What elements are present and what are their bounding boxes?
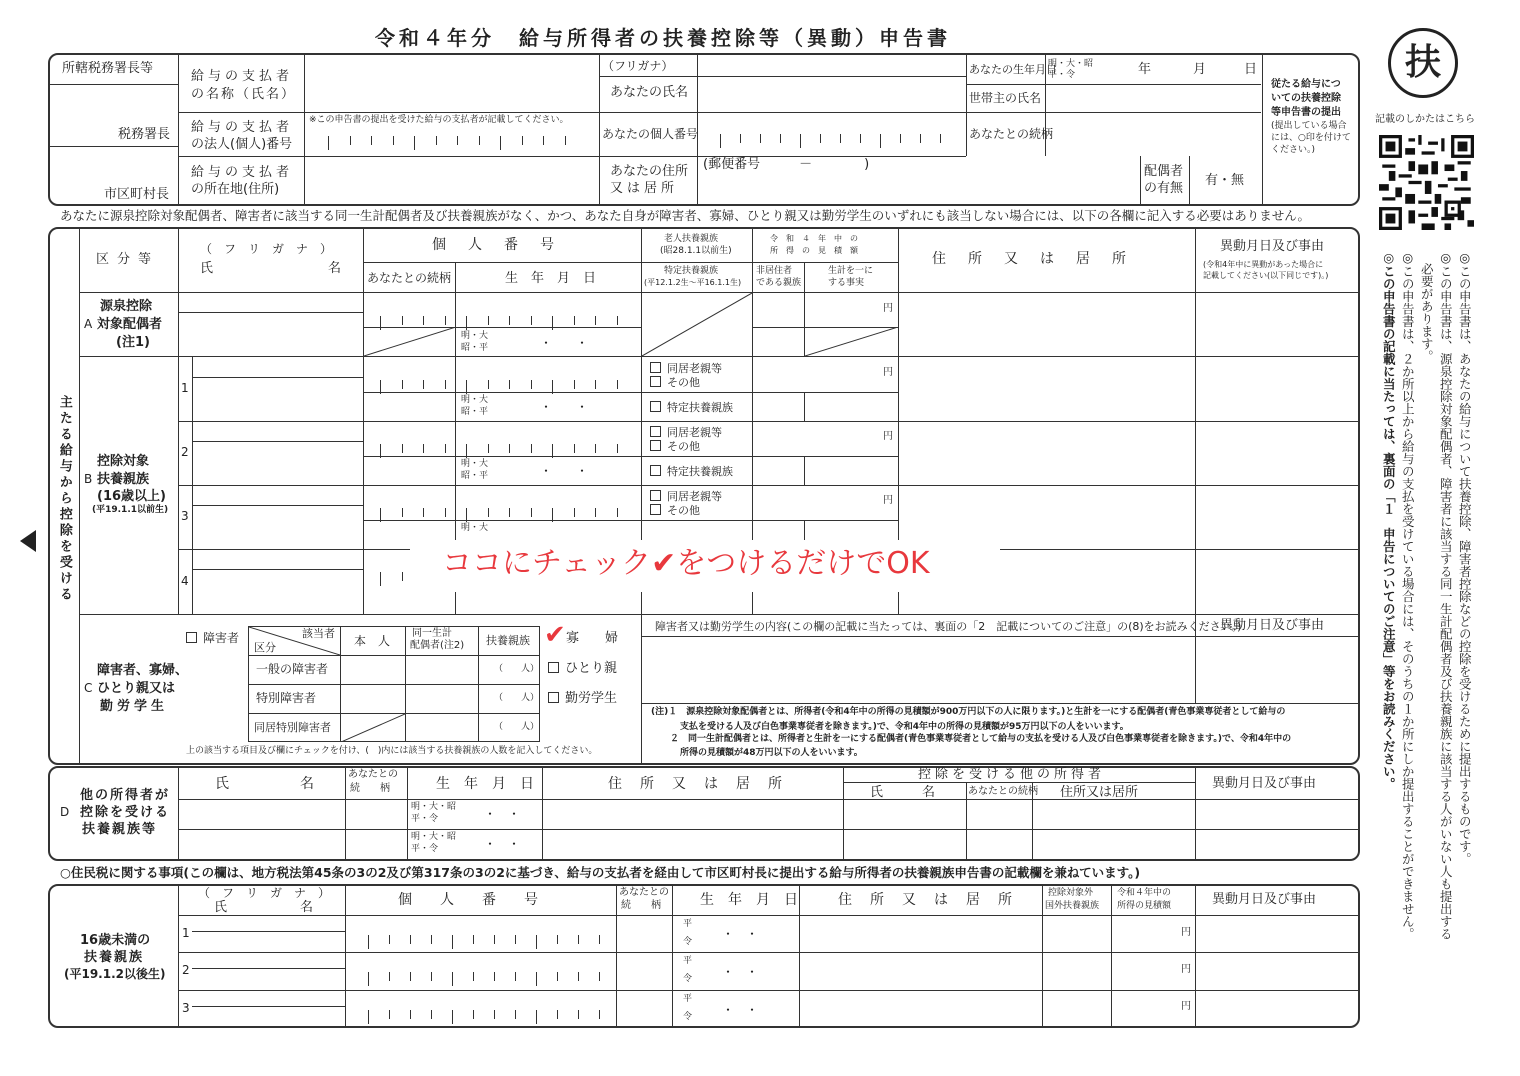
row-b2-doukyo[interactable]: 同居老親等	[650, 426, 722, 438]
birth-year-label: 年	[1138, 62, 1152, 77]
payer-name-label-1: 給与の支払者	[191, 69, 294, 84]
digit-tick	[402, 508, 403, 517]
digit-tick	[543, 136, 544, 145]
d-col-other-payer: 控除を受ける他の所得者	[918, 767, 1106, 782]
zeimusho-label: 税務署長	[118, 127, 171, 142]
row-b3-yen: 円	[883, 495, 893, 506]
jz-col-shotoku-1: 令和４年中の	[1117, 888, 1172, 898]
row-a-era-1: 明・大	[461, 331, 489, 341]
digit-tick	[445, 316, 446, 325]
kafu-label: 寡 婦	[566, 631, 619, 646]
d-col-o-shimei: 氏 名	[870, 785, 936, 800]
payer-number-label-2: の法人(個人)番号	[191, 137, 293, 152]
digit-tick	[574, 508, 575, 517]
fu-badge	[1388, 28, 1458, 98]
d-col-shi: 氏	[215, 776, 229, 792]
row-d-label-3: 扶養親族等	[82, 822, 158, 837]
section-c-footnote: 上の該当する項目及び欄にチェックを付け、( )内には該当する扶養親族の人数を記入してください。	[186, 746, 598, 756]
row-b3-doukyo[interactable]: 同居老親等	[650, 490, 722, 502]
digit-tick	[522, 136, 523, 145]
digit-tick	[509, 444, 510, 453]
digit-tick	[371, 136, 372, 145]
digit-tick	[595, 444, 596, 453]
jz-row3-era-1: 平	[683, 994, 693, 1004]
digit-tick	[380, 572, 381, 586]
jz-col-zokugara-2: 続 柄	[621, 900, 661, 911]
side-submission-1: 従たる給与につ	[1271, 79, 1341, 90]
shogai-fuyou: 扶養親族	[486, 634, 530, 647]
hitorioya-checkbox[interactable]: ひとり親	[548, 662, 617, 675]
row-b1-doukyo[interactable]: 同居老親等	[650, 362, 722, 374]
qr-code-icon[interactable]	[1379, 135, 1474, 230]
relation-field[interactable]	[1047, 114, 1260, 155]
row-b-number-4: 4	[181, 574, 189, 588]
note-1a: (注)１ 源泉控除対象配偶者とは、所得者(令和4年中の所得の見積額が900万円以下の人に限ります。)と生計を一にする配偶者(青色事業専従者として給与の	[651, 707, 1286, 717]
row-b-label-4: (平19.1.1以前生)	[92, 505, 169, 515]
col-idou: 異動月日及び事由	[1220, 239, 1325, 254]
row-a-name-field[interactable]	[180, 314, 362, 355]
d-row2-era-2: 平・令	[411, 844, 439, 854]
digit-tick	[350, 136, 351, 145]
row-b-number-1: 1	[181, 381, 189, 395]
shogai-douitsu-1: 同一生計	[412, 628, 452, 639]
note-2a: ２ 同一生計配偶者とは、所得者と生計を一にする配偶者(青色事業専従者として給与の支払を受ける人及び白色事業専従者を除きます。)で、令和4年中の	[670, 734, 1292, 744]
row-c-label-3: 勤労学生	[100, 699, 169, 714]
digit-tick	[488, 508, 489, 517]
digit-tick	[414, 136, 415, 150]
right-note-4: ◎この申告書の記載に当たっては、裏面の「１ 申告についてのご注意」等をお読みください。	[1381, 250, 1397, 790]
digit-tick	[565, 136, 566, 145]
jz-row1-dots: ・ ・	[722, 927, 759, 941]
d-col-zokugara-2: 続 柄	[350, 783, 390, 794]
digit-tick	[760, 134, 761, 143]
juminzei-label-1: 16歳未満の	[80, 933, 151, 948]
jz-row2-yen: 円	[1181, 964, 1191, 975]
birth-era-2: 平・令	[1048, 70, 1076, 80]
birth-month-label: 月	[1193, 62, 1207, 77]
digit-tick	[436, 136, 437, 145]
annotation-text: ココにチェック✔をつけるだけでOK	[442, 546, 930, 581]
right-note-1: ◎この申告書は、あなたの給与について扶養控除、障害者控除などの控除を受けるために提出するものです。	[1457, 250, 1473, 865]
digit-tick	[617, 380, 618, 389]
digit-tick	[445, 380, 446, 389]
digit-tick	[380, 380, 381, 394]
row-c-label-1: 障害者、寡婦、	[97, 663, 189, 678]
payer-address-field[interactable]	[306, 158, 598, 204]
right-note-2b: 必要があります。	[1419, 250, 1435, 363]
row-a-seikei-diagonal	[805, 327, 898, 356]
d-row1-era-1: 明・大・昭	[411, 802, 457, 812]
digit-tick	[328, 136, 329, 150]
col-kubun: 区分等	[96, 252, 160, 267]
digit-tick	[402, 316, 403, 325]
side-submission-4: (提出している場合	[1271, 121, 1347, 131]
jz-row1-era-2: 令	[683, 937, 693, 947]
digit-tick	[531, 444, 532, 453]
householder-field[interactable]	[1047, 86, 1260, 111]
col-idou-note-2: 記載してください(以下同じです)。)	[1203, 271, 1329, 280]
row-a-label-2: 対象配偶者	[97, 317, 163, 332]
digit-tick	[423, 444, 424, 453]
shogai-douitsu-2: 配偶者(注2)	[410, 640, 465, 651]
your-address-label-2: 又は居所	[610, 181, 679, 196]
tax-office-label: 所轄税務署長等	[62, 61, 154, 76]
fu-badge-text: 扶	[1404, 42, 1441, 83]
digit-tick	[457, 136, 458, 145]
shogai-tokubetsu-nin[interactable]: （ 人）	[494, 693, 540, 703]
col-tokutei-1: 特定扶養親族	[664, 266, 719, 276]
your-address-label-1: あなたの住所	[610, 164, 689, 179]
jz-row2-dots: ・ ・	[722, 965, 759, 979]
d-col-mei: 名	[300, 776, 314, 792]
digit-tick	[860, 134, 861, 143]
digit-tick	[740, 134, 741, 143]
d-col-zokugara-1: あなたとの	[348, 769, 398, 780]
main-vertical-label: 主たる給与から控除を受ける	[56, 395, 72, 603]
digit-tick	[920, 134, 921, 143]
row-b2-era-2: 昭・平	[461, 471, 489, 481]
jz-col-idou: 異動月日及び事由	[1212, 892, 1317, 907]
row-b-label-2: 扶養親族	[97, 472, 150, 487]
payer-name-field[interactable]	[306, 56, 598, 111]
digit-tick	[617, 444, 618, 453]
side-submission-6: ください。)	[1271, 145, 1316, 155]
row-b2-yen: 円	[883, 431, 893, 442]
digit-tick	[445, 444, 446, 453]
digit-tick	[479, 136, 480, 145]
row-a-dots: ・ ・	[540, 336, 589, 350]
shogai-gaito: 該当者	[302, 627, 335, 640]
row-b1-sonota[interactable]: その他	[650, 376, 700, 388]
row-b2-sonota[interactable]: その他	[650, 440, 700, 452]
col-shotoku-2: 所 得 の 見 積 額	[770, 246, 858, 255]
digit-tick	[780, 134, 781, 143]
row-d-label-2: 控除を受ける	[80, 805, 171, 820]
digit-tick	[402, 380, 403, 389]
digit-tick	[423, 380, 424, 389]
jz-col-furigana: （ フ リ ガ ナ ）	[198, 886, 331, 900]
row-d-label-1: 他の所得者が	[80, 788, 171, 803]
digit-tick	[552, 380, 553, 394]
col-kojin-bango: 個 人 番 号	[432, 237, 558, 253]
col-zokugara: あなたとの続柄	[367, 271, 452, 285]
d-col-o-jusho: 住所又は居所	[1060, 785, 1139, 800]
digit-tick	[552, 444, 553, 458]
side-submission-2: いての扶養控除	[1271, 93, 1341, 104]
row-a-yen: 円	[883, 303, 893, 314]
digit-tick	[466, 316, 467, 330]
row-c-letter: C	[84, 681, 93, 695]
digit-tick	[574, 380, 575, 389]
row-a-label-1: 源泉控除	[100, 299, 153, 314]
row-b1-dots: ・ ・	[540, 400, 589, 414]
digit-tick	[509, 316, 510, 325]
digit-tick	[466, 380, 467, 394]
jz-row-2: 2	[182, 963, 190, 977]
shogai-ippan-nin[interactable]: （ 人）	[494, 664, 540, 674]
side-submission-3: 等申告書の提出	[1271, 107, 1341, 118]
shogai-doukyo-tokubetsu: 同居特別障害者	[254, 721, 331, 734]
jz-col-kokugai-1: 控除対象外	[1048, 888, 1094, 898]
your-name-label: あなたの氏名	[610, 85, 689, 100]
row-b1-yen: 円	[883, 367, 893, 378]
col-jusho: 住 所 又 は 居 所	[932, 251, 1130, 267]
digit-tick	[531, 316, 532, 325]
jz-row3-dots: ・ ・	[722, 1003, 759, 1017]
d-col-idou: 異動月日及び事由	[1212, 776, 1317, 791]
your-address-field[interactable]	[699, 172, 1139, 204]
digit-tick	[617, 316, 618, 325]
col-hikyoju-2: である親族	[756, 278, 802, 288]
juminzei-label-2: 扶養親族	[84, 950, 145, 965]
juminzei-label-3: (平19.1.2以後生)	[64, 967, 166, 981]
jz-row-1: 1	[182, 926, 190, 940]
payer-name-label-2: の名称（氏名）	[191, 87, 297, 102]
shikuchoson-label: 市区町村長	[104, 187, 170, 202]
relation-label: あなたとの続柄	[969, 127, 1054, 141]
d-row1-era-2: 平・令	[411, 814, 439, 824]
payer-address-label-2: の所在地(住所)	[191, 182, 280, 197]
col-tokutei-2: (平12.1.2生～平16.1.1生)	[644, 278, 742, 287]
digit-tick	[595, 316, 596, 325]
kinro-checkbox[interactable]: 勤労学生	[548, 692, 617, 705]
digit-tick	[488, 380, 489, 389]
right-note-2: ◎この申告書は、源泉控除対象配偶者、障害者に該当する同一生計配偶者及び扶養親族に該当する人がいない人も提出する	[1438, 250, 1454, 940]
d-col-o-zokugara: あなたとの続柄	[968, 786, 1038, 797]
jz-col-mei: 名	[300, 900, 314, 915]
jz-row1-yen: 円	[1181, 927, 1191, 938]
col-hikyoju-1: 非居住者	[756, 266, 793, 276]
jz-col-kokugai-2: 国外扶養親族	[1045, 901, 1100, 911]
col-mei: 名	[328, 261, 342, 276]
jz-col-jusho: 住 所 又 は 居 所	[838, 892, 1014, 908]
shogaisha-checkbox[interactable]: 障害者	[186, 632, 239, 644]
row-b1-era-2: 昭・平	[461, 407, 489, 417]
digit-tick	[940, 134, 941, 143]
postal-code-label: (郵便番号 － )	[703, 157, 870, 172]
birth-day-label: 日	[1244, 62, 1258, 77]
birth-era-1: 明・大・昭	[1048, 59, 1094, 69]
digit-tick	[531, 380, 532, 389]
shogai-douitsu-diagonal	[341, 714, 405, 742]
digit-tick	[574, 444, 575, 453]
digit-tick	[466, 508, 467, 522]
spouse-yes-no[interactable]: 有・無	[1205, 173, 1245, 188]
col-rojin-2: (昭28.1.1以前生)	[660, 246, 732, 256]
digit-tick	[466, 444, 467, 458]
digit-tick	[500, 136, 501, 150]
digit-tick	[509, 380, 510, 389]
payer-address-label-1: 給与の支払者	[191, 165, 294, 180]
spouse-label-1: 配偶者	[1144, 164, 1184, 179]
jz-row3-era-2: 令	[683, 1012, 693, 1022]
your-name-field[interactable]	[699, 78, 965, 111]
digit-tick	[380, 508, 381, 522]
digit-tick	[423, 508, 424, 517]
row-b-letter: B	[84, 472, 93, 486]
juminzei-header: ○住民税に関する事項(この欄は、地方税法第45条の3の2及び第317条の3の2に基づき、給与の支払者を経由して市区町村長に提出する給与所得者の扶養親族申告書の記載欄を兼ねています。)	[60, 865, 1141, 880]
note-1b: 支払を受ける人及び白色事業専従者を除きます。)で、令和4年中の所得の見積額が95万円以下の人をいいます。	[680, 722, 1129, 732]
d-col-seinen: 生 年 月 日	[436, 776, 534, 792]
col-rojin-1: 老人扶養親族	[664, 234, 719, 244]
shogai-doukyo-nin[interactable]: （ 人）	[494, 722, 540, 732]
jz-col-zokugara-1: あなたとの	[619, 887, 669, 898]
digit-tick	[900, 134, 901, 143]
digit-tick	[595, 380, 596, 389]
shogai-ippan: 一般の障害者	[256, 662, 329, 676]
digit-tick	[380, 444, 381, 458]
col-shotoku-1: 令 和 ４ 年 中 の	[770, 234, 858, 243]
col-seikei-1: 生計を一に	[828, 266, 874, 276]
row-b-number-2: 2	[181, 445, 189, 459]
digit-tick	[552, 508, 553, 522]
furigana-label: （フリガナ）	[602, 59, 674, 73]
digit-tick	[595, 508, 596, 517]
naiyou-label: 障害者又は勤労学生の内容(この欄の記載に当たっては、裏面の「2 記載についてのご注意」の(8)をお読みください。)	[655, 620, 1242, 633]
row-a-letter: A	[84, 317, 93, 331]
digit-tick	[488, 316, 489, 325]
jz-row2-era-1: 平	[683, 956, 693, 966]
digit-tick	[488, 444, 489, 453]
row-a-diagonal	[364, 327, 456, 356]
row-b2-tokutei[interactable]: 特定扶養親族	[650, 465, 733, 477]
row-b2-era-1: 明・大	[461, 459, 489, 469]
digit-tick	[509, 508, 510, 517]
shogai-tokubetsu: 特別障害者	[256, 691, 317, 705]
digit-tick	[617, 508, 618, 517]
digit-tick	[445, 508, 446, 517]
shogai-kubun: 区分	[254, 641, 276, 654]
jz-row2-era-2: 令	[683, 974, 693, 984]
row-b1-tokutei[interactable]: 特定扶養親族	[650, 401, 733, 413]
digit-tick	[880, 134, 881, 148]
jz-col-kojin: 個 人 番 号	[398, 892, 538, 908]
row-b2-dots: ・ ・	[540, 464, 589, 478]
row-a-address-field[interactable]	[900, 294, 1194, 355]
birthdate-label: あなたの生年月日	[969, 63, 1057, 76]
digit-tick	[840, 134, 841, 143]
col-shi: 氏	[200, 261, 214, 276]
col-seikei-2: する事実	[828, 278, 865, 288]
right-note-3: ◎この申告書は、２か所以上から給与の支払を受けている場合には、そのうちの１か所にしか提出することができません。	[1400, 250, 1416, 940]
row-c-label-2: ひとり親又は	[97, 681, 176, 696]
digit-tick	[820, 134, 821, 143]
jz-col-seinen: 生 年 月 日	[700, 892, 798, 908]
digit-tick	[800, 134, 801, 148]
col-idou-note-1: (令和4年中に異動があった場合に	[1203, 260, 1324, 269]
row-b3-sonota[interactable]: その他	[650, 504, 700, 516]
row-a-label-3: (注1)	[116, 335, 150, 350]
naiyou-field[interactable]	[643, 638, 1194, 702]
row-b3-era-1: 明・大	[461, 523, 489, 533]
spouse-label-2: の有無	[1144, 181, 1184, 196]
side-submission-5: には、○印を付けて	[1271, 133, 1351, 143]
row-b-label-3: (16歳以上)	[97, 489, 166, 504]
jz-col-shi: 氏	[214, 900, 228, 915]
col-seinen: 生 年 月 日	[505, 271, 597, 286]
householder-label: 世帯主の氏名	[969, 91, 1042, 105]
row-b-label-1: 控除対象	[97, 454, 150, 469]
intro-text: あなたに源泉控除対象配偶者、障害者に該当する同一生計配偶者及び扶養親族がなく、かつ、あなた自身が障害者、寡婦、ひとり親又は勤労学生のいずれにも該当しない場合には、以下の各欄に記入する必要はありません。	[60, 208, 1311, 223]
digit-tick	[402, 572, 403, 581]
row-b-number-3: 3	[181, 509, 189, 523]
kafu-check-mark[interactable]: ✔	[544, 620, 566, 650]
row-b1-era-1: 明・大	[461, 395, 489, 405]
d-col-jusho: 住 所 又 は 居 所	[608, 776, 784, 792]
digit-tick	[423, 316, 424, 325]
jz-row1-era-1: 平	[683, 919, 693, 929]
jz-col-shotoku-2: 所得の見積額	[1117, 901, 1172, 911]
digit-tick	[552, 316, 553, 330]
row-a-rojin-diagonal	[642, 293, 752, 356]
digit-tick	[720, 134, 721, 148]
your-number-label: あなたの個人番号	[602, 127, 699, 141]
note-2b: 所得の見積額が48万円以下の人をいいます。	[680, 748, 863, 758]
section-c-idou: 異動月日及び事由	[1220, 618, 1325, 633]
digit-tick	[402, 444, 403, 453]
page-title: 令和４年分 給与所得者の扶養控除等（異動）申告書	[375, 26, 951, 50]
d-row2-era-1: 明・大・昭	[411, 832, 457, 842]
left-arrow-icon[interactable]	[20, 530, 36, 552]
digit-tick	[393, 136, 394, 145]
furigana-field[interactable]	[699, 56, 965, 75]
digit-tick	[574, 316, 575, 325]
d-row1-dots: ・ ・	[484, 807, 521, 821]
jz-row3-yen: 円	[1181, 1001, 1191, 1012]
digit-tick	[380, 316, 381, 330]
jz-row-3: 3	[182, 1001, 190, 1015]
payer-number-note: ※この申告書の提出を受けた給与の支払者が記載してください。	[309, 115, 569, 125]
digit-tick	[531, 508, 532, 517]
d-row2-dots: ・ ・	[484, 837, 521, 851]
row-d-letter: D	[60, 805, 70, 819]
shogai-honnin: 本 人	[354, 634, 391, 648]
row-a-era-2: 昭・平	[461, 343, 489, 353]
col-furigana: （ フ リ ガ ナ ）	[200, 242, 333, 256]
qr-caption: 記載のしかたはこちら	[1375, 114, 1475, 125]
payer-number-label-1: 給与の支払者	[191, 120, 294, 135]
